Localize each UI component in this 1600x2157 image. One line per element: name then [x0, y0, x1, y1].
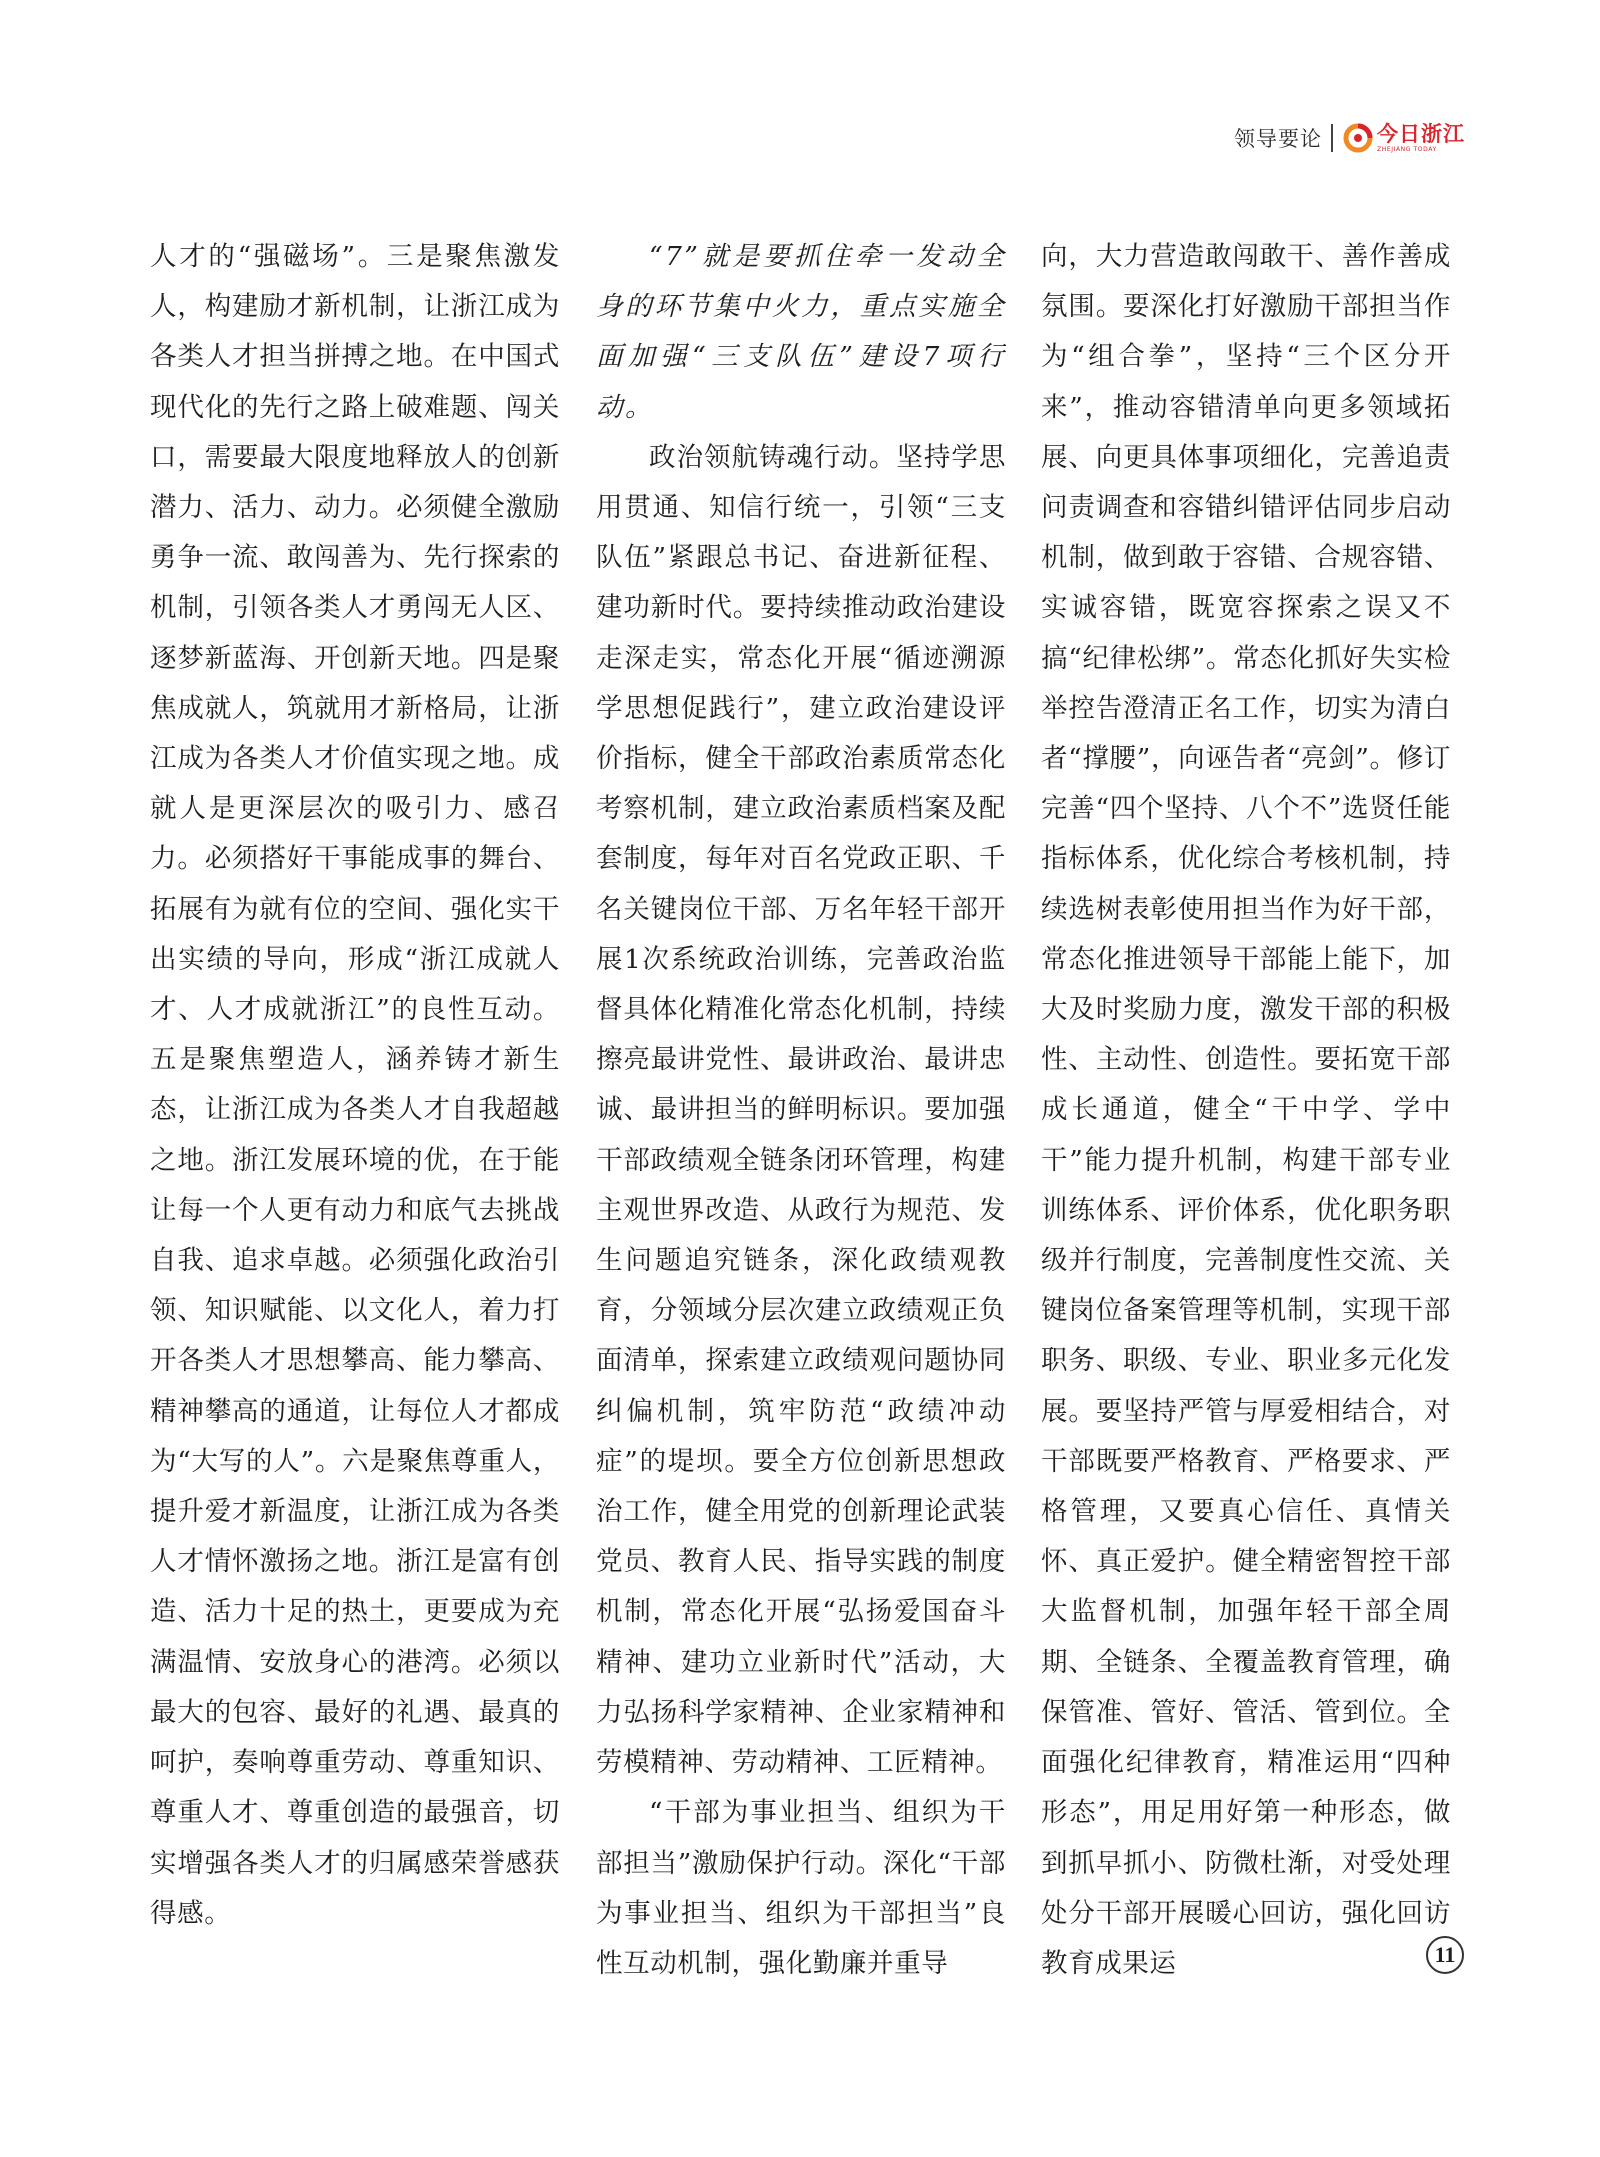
zhejiang-today-logo-icon — [1342, 122, 1374, 154]
paragraph: “干部为事业担当、组织为干部担当”激励保护行动。深化“干部为事业担当、组织为干部担当”良性互动机制，强化勤廉并重导 — [596, 1797, 1006, 1979]
page-number: 11 — [1426, 1936, 1464, 1974]
paragraph: 人才的“强磁场”。三是聚焦激发人，构建励才新机制，让浙江成为各类人才担当拼搏之地。在中国式现代化的先行之路上破难题、闯关口，需要最大限度地释放人的创新潜力、活力、动力。必须健全激励勇争一流、敢闯善为、先行探索的机制，引领各类人才勇闯无人区、逐梦新蓝海、开创新天地。四是聚焦成就人，筑就用才新格局，让浙江成为各类人才价值实现之地。成就人是更深层次的吸引力、感召力。必须搭好干事能成事的舞台、拓展有为就有位的空间、强化实干出实绩的导向，形成“浙江成就人才、人才成就浙江”的良性互动。五是聚焦塑造人，涵养铸才新生态，让浙江成为各类人才自我超越之地。浙江发展环境的优，在于能让每一个人更有动力和底气去挑战自我、追求卓越。必须强化政治引领、知识赋能、以文化人，着力打开各类人才思想攀高、能力攀高、精神攀高的通道，让每位人才都成为“大写的人”。六是聚焦尊重人，提升爱才新温度，让浙江成为各类人才情怀激扬之地。浙江是富有创造、活力十足的热土，更要成为充满温情、安放身心的港湾。必须以最大的包容、最好的礼遇、最真的呵护，奏响尊重劳动、尊重知识、尊重人才、尊重创造的最强音，切实增强各类人才的归属感荣誉感获得感。 — [150, 241, 560, 1929]
section-label: 领导要论 — [1234, 127, 1322, 151]
magazine-logo — [1342, 122, 1465, 154]
paragraph: 政治领航铸魂行动。坚持学思用贯通、知信行统一，引领“三支队伍”紧跟总书记、奋进新征程、建功新时代。要持续推动政治建设走深走实，常态化开展“循迹溯源学思想促践行”，建立政治建设评价指标，健全干部政治素质常态化考察机制，建立政治素质档案及配套制度，每年对百名党政正职、千名关键岗位干部、万名年轻干部开展1次系统政治训练，完善政治监督具体化精准化常态化机制，持续擦亮最讲党性、最讲政治、最讲忠诚、最讲担当的鲜明标识。要加强干部政绩观全链条闭环管理，构建主观世界改造、从政行为规范、发生问题追究链条，深化政绩观教育，分领域分层次建立政绩观正负面清单，探索建立政绩观问题协同纠偏机制，筑牢防范“政绩冲动症”的堤坝。要全方位创新思想政治工作，健全用党的创新理论武装党员、教育人民、指导实践的制度机制，常态化开展“弘扬爱国奋斗精神、建功立业新时代”活动，大力弘扬科学家精神、企业家精神和劳模精神、劳动精神、工匠精神。 — [596, 441, 1006, 1779]
header-divider — [1331, 124, 1333, 152]
text-column-1 — [150, 232, 560, 1939]
page-header — [1234, 118, 1465, 158]
lead-paragraph: “7”就是要抓住牵一发动全身的环节集中火力，重点实施全面加强“三支队伍”建设7项行动。 — [596, 241, 1006, 423]
paragraph: 向，大力营造敢闯敢干、善作善成氛围。要深化打好激励干部担当作为“组合拳”，坚持“三个区分开来”，推动容错清单向更多领域拓展、向更具体事项细化，完善追责问责调查和容错纠错评估同步启动机制，做到敢于容错、合规容错、实诚容错，既宽容探索之误又不搞“纪律松绑”。常态化抓好失实检举控告澄清正名工作，切实为清白者“撑腰”，向诬告者“亮剑”。修订完善“四个坚持、八个不”选贤任能指标体系，优化综合考核机制，持续选树表彰使用担当作为好干部，常态化推进领导干部能上能下，加大及时奖励力度，激发干部的积极性、主动性、创造性。要拓宽干部成长通道，健全“干中学、学中干”能力提升机制，构建干部专业训练体系、评价体系，优化职务职级并行制度，完善制度性交流、关键岗位备案管理等机制，实现干部职务、职级、专业、职业多元化发展。要坚持严管与厚爱相结合，对干部既要严格教育、严格要求、严格管理，又要真心信任、真情关怀、真正爱护。健全精密智控干部大监督机制，加强年轻干部全周期、全链条、全覆盖教育管理，确保管准、管好、管活、管到位。全面强化纪律教育，精准运用“四种形态”，用足用好第一种形态，做到抓早抓小、防微杜渐，对受处理处分干部开展暖心回访，强化回访教育成果运 — [1041, 241, 1451, 1979]
text-column-2 — [596, 232, 1006, 1989]
logo-english-text: ZHEJIANG TODAY — [1377, 145, 1437, 153]
logo-chinese-text: 今日浙江 — [1377, 121, 1465, 146]
text-column-3 — [1041, 232, 1451, 1989]
